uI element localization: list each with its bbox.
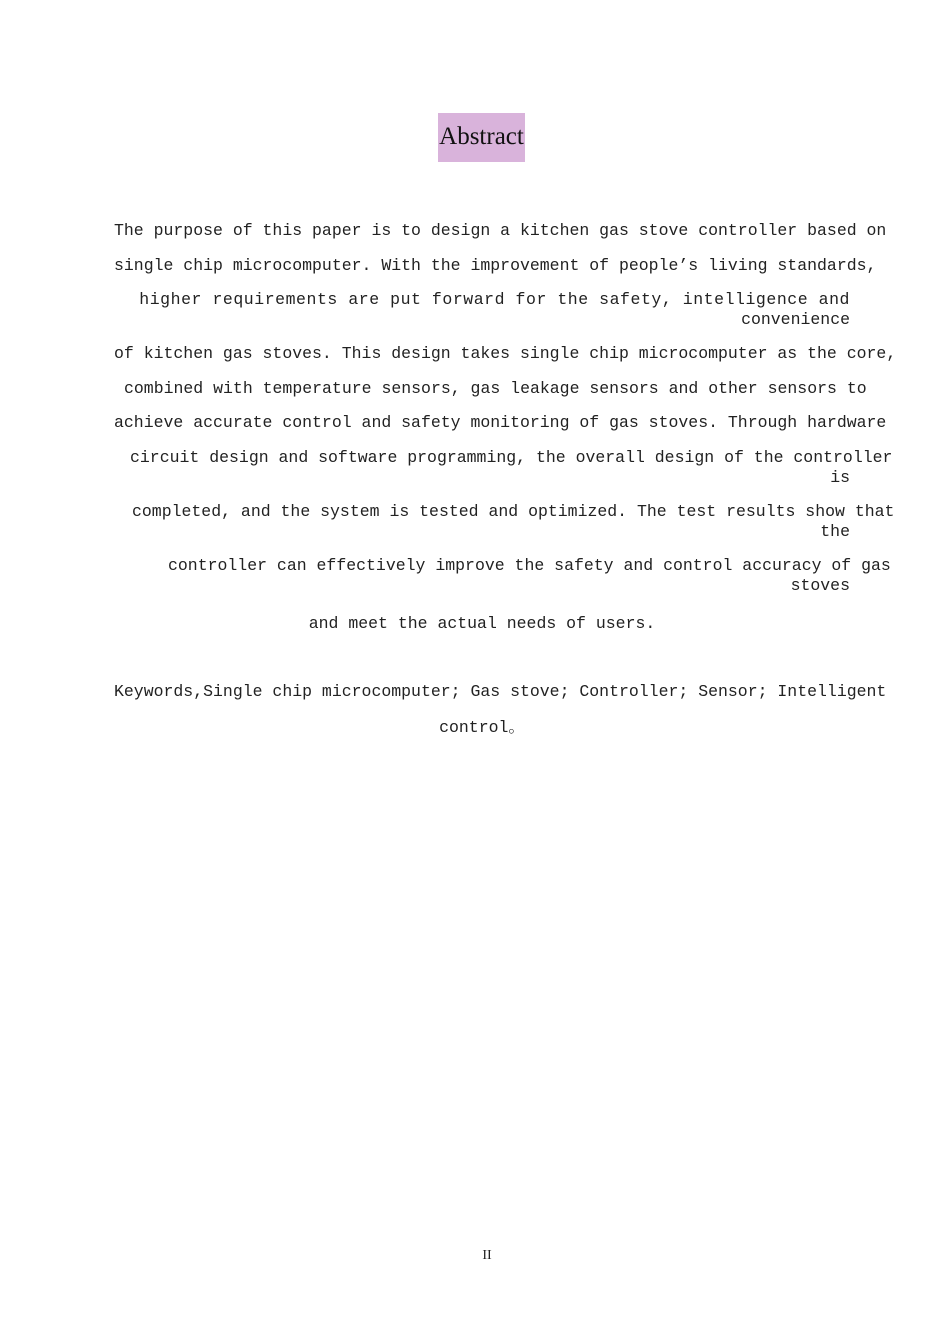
abstract-line: stoves [790,576,850,595]
abstract-line: The purpose of this paper is to design a kitchen gas stove controller based on [114,221,887,240]
keywords-line: control。 [439,718,525,737]
page-number: II [482,1248,492,1263]
abstract-title: Abstract [438,113,525,162]
abstract-line: and meet the actual needs of users. [308,614,656,633]
keywords-line: Keywords,Single chip microcomputer; Gas stove; Controller; Sensor; Intelligent [114,682,887,701]
abstract-line: achieve accurate control and safety monitoring of gas stoves. Through hardware [114,413,887,432]
abstract-line: circuit design and software programming, the overall design of the controller [130,448,893,467]
abstract-line: combined with temperature sensors, gas leakage sensors and other sensors to [124,379,867,398]
abstract-line: higher requirements are put forward for the safety, intelligence and [139,290,850,309]
abstract-line: controller can effectively improve the safety and control accuracy of gas [168,556,891,575]
title-container [0,113,950,162]
abstract-line: the [820,522,850,541]
abstract-line: of kitchen gas stoves. This design takes single chip microcomputer as the core, [114,344,897,363]
abstract-line: single chip microcomputer. With the improvement of people’s living standards, [114,256,877,275]
abstract-line: convenience [741,310,850,329]
abstract-line: completed, and the system is tested and optimized. The test results show that [132,502,895,521]
abstract-line: is [830,468,850,487]
